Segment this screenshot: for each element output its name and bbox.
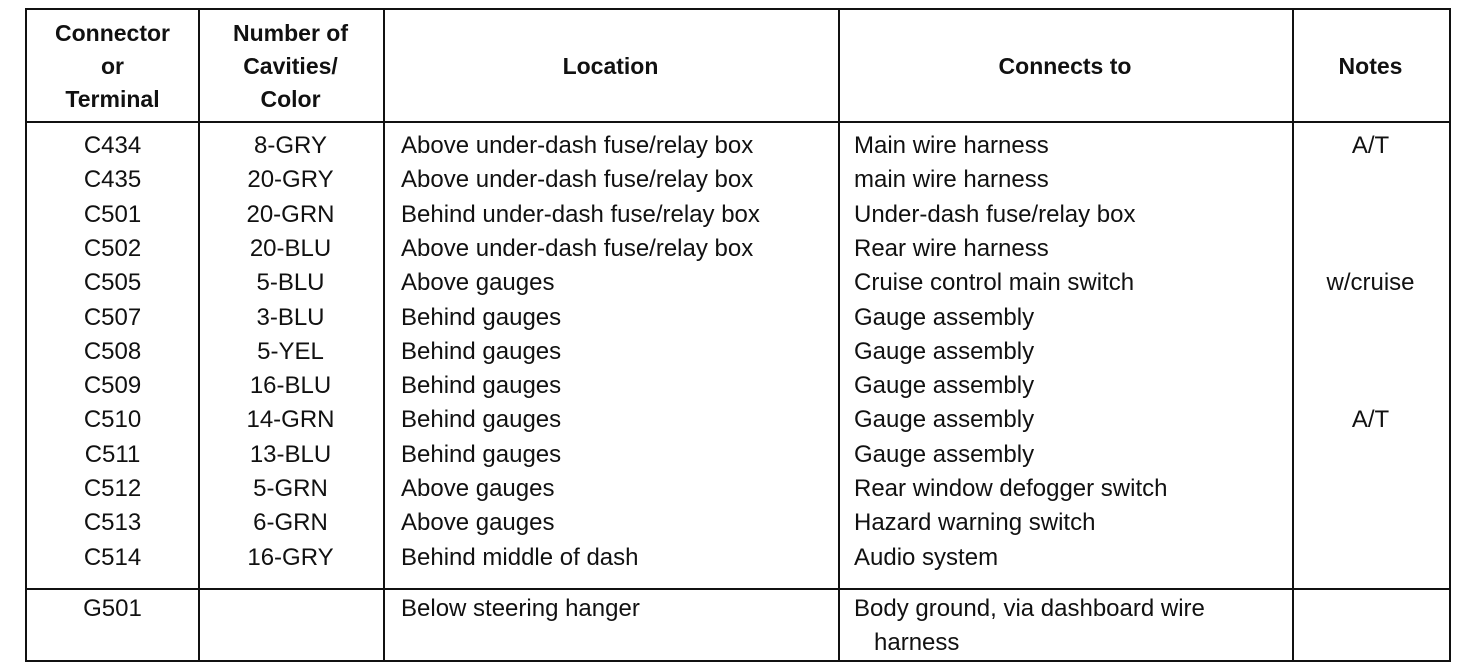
row-location: Behind gauges [401, 372, 562, 400]
row-connects-to: Gauge assembly [854, 440, 1035, 468]
row-connector: C509 [83, 372, 142, 400]
row-notes: A/T [1351, 132, 1390, 159]
header-connector [27, 10, 198, 123]
row-cavities: 13-BLU [249, 440, 332, 468]
header-location [383, 10, 838, 123]
header-notes [1292, 10, 1449, 123]
row-connects-to: Gauge assembly [854, 303, 1035, 331]
row-connector: C511 [84, 440, 141, 468]
row-connects-to: main wire harness [854, 166, 1049, 194]
row-location: Above gauges [401, 475, 555, 502]
row-cavities: 3-BLU [256, 303, 325, 331]
header-cavities-line3: Color [260, 86, 321, 112]
header-location-label: Location [562, 53, 659, 79]
header-connects-to [838, 10, 1292, 123]
ground-connects-to-line1: Body ground, via dashboard wire [854, 595, 1205, 622]
row-connector: C508 [83, 337, 142, 365]
row-cavities: 8-GRY [254, 132, 327, 159]
ground-location: Below steering hanger [401, 595, 640, 622]
row-connects-to: Audio system [854, 543, 999, 571]
row-connects-to: Hazard warning switch [854, 509, 1096, 537]
row-connector: C505 [83, 269, 142, 297]
row-location: Above under-dash fuse/relay box [401, 234, 754, 262]
row-connects-to: Rear wire harness [854, 234, 1049, 262]
ground-row-divider [27, 588, 1449, 590]
header-cavities [198, 10, 383, 123]
header-cavities-line1: Number of [233, 20, 348, 46]
row-location: Above under-dash fuse/relay box [401, 132, 754, 159]
row-connector: C512 [83, 475, 142, 502]
header-connects-to-label: Connects to [998, 53, 1132, 79]
row-notes: w/cruise [1326, 269, 1415, 297]
row-connects-to: Rear window defogger switch [854, 475, 1168, 502]
row-connector: C434 [83, 132, 142, 159]
header-cavities-line2: Cavities/ [243, 53, 338, 79]
row-cavities: 5-YEL [257, 337, 324, 365]
header-connector-line1: Connector [55, 20, 170, 46]
header-connector-line2: or [101, 53, 124, 79]
row-connects-to: Main wire harness [854, 132, 1049, 159]
row-location: Behind under-dash fuse/relay box [401, 200, 760, 228]
row-connector: C514 [83, 543, 142, 571]
row-connector: C507 [83, 303, 142, 331]
ground-connector: G501 [83, 595, 142, 622]
row-connects-to: Gauge assembly [854, 406, 1035, 434]
row-cavities: 5-BLU [256, 269, 325, 297]
row-cavities: 16-BLU [249, 372, 332, 400]
row-connects-to: Gauge assembly [854, 372, 1035, 400]
row-cavities: 20-GRY [247, 166, 334, 194]
row-connects-to: Gauge assembly [854, 337, 1035, 365]
row-notes: A/T [1351, 406, 1390, 434]
header-notes-label: Notes [1338, 53, 1403, 79]
row-connector: C513 [83, 509, 142, 537]
row-location: Behind gauges [401, 337, 562, 365]
connector-table [25, 8, 1451, 662]
ground-connects-to-line2: harness [874, 629, 960, 657]
row-location: Behind gauges [401, 406, 562, 434]
row-location: Behind gauges [401, 303, 562, 331]
row-connects-to: Cruise control main switch [854, 269, 1135, 297]
row-location: Above gauges [401, 269, 555, 297]
row-connector: C510 [83, 406, 142, 434]
row-connector: C502 [83, 234, 142, 262]
row-cavities: 20-BLU [249, 234, 332, 262]
row-location: Above under-dash fuse/relay box [401, 166, 754, 194]
row-cavities: 5-GRN [253, 475, 328, 502]
row-cavities: 14-GRN [246, 406, 335, 434]
row-connects-to: Under-dash fuse/relay box [854, 200, 1136, 228]
row-cavities: 20-GRN [246, 200, 335, 228]
row-location: Behind middle of dash [401, 543, 639, 571]
row-connector: C435 [83, 166, 142, 194]
row-connector: C501 [83, 200, 142, 228]
row-cavities: 16-GRY [247, 543, 334, 571]
row-location: Above gauges [401, 509, 555, 537]
ground-connects-to [854, 592, 1205, 661]
row-cavities: 6-GRN [253, 509, 328, 537]
header-connector-line3: Terminal [65, 86, 160, 112]
row-location: Behind gauges [401, 440, 562, 468]
